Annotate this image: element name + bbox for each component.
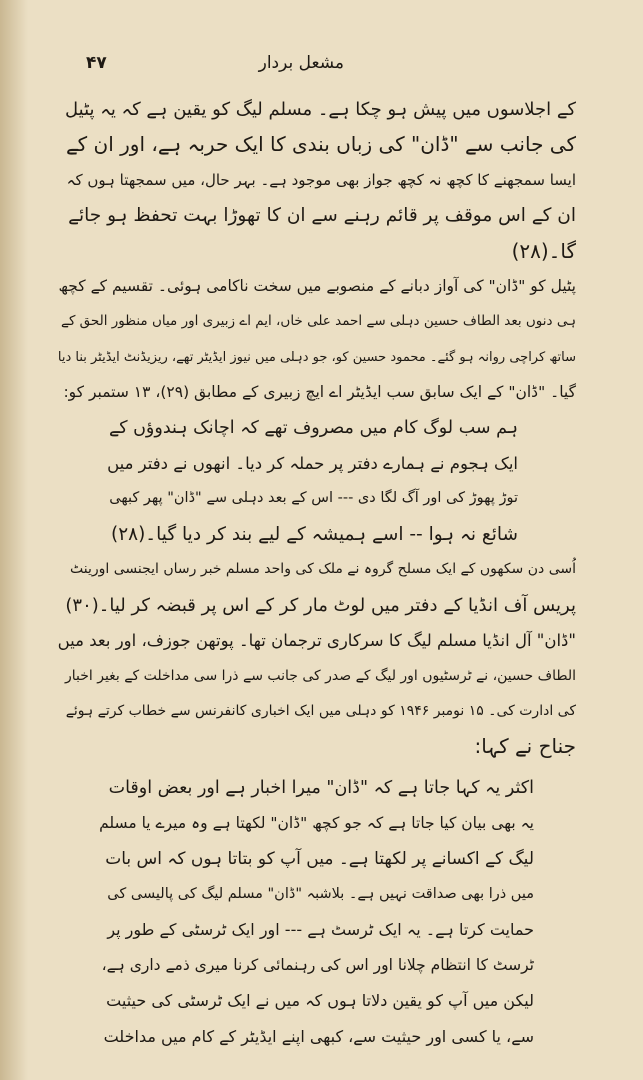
text-line: پریس آف انڈیا کے دفتر میں لوٹ مار کر کے اس پر قبضہ کر لیا۔(۳۰) bbox=[65, 594, 576, 616]
page-number: ۴۷ bbox=[86, 53, 107, 73]
text-line: ہی دنوں بعد الطاف حسین دہلی سے احمد علی خاں، ایم اے زبیری اور میاں منظور الحق کے bbox=[61, 313, 576, 330]
page-body bbox=[58, 92, 576, 1062]
text-line: جناح نے کہا: bbox=[474, 734, 576, 759]
quote-line: ہم سب لوگ کام میں مصروف تھے کہ اچانک ہندوؤں کے bbox=[108, 417, 518, 438]
text-line: ان کے اس موقف پر قائم رہنے سے ان کا تھوڑا بہت تحفظ ہو جائے bbox=[68, 205, 576, 227]
quote-line: لیکن میں آپ کو یقین دلاتا ہوں کہ میں نے ایک ٹرسٹی کی حیثیت bbox=[106, 991, 534, 1011]
text-line: کی ادارت کی۔ ۱۵ نومبر ۱۹۴۶ کو دہلی میں ایک اخباری کانفرنس سے خطاب کرتے ہوئے bbox=[65, 702, 576, 719]
quote-line: میں ذرا بھی صداقت نہیں ہے۔ بلاشبہ "ڈان" مسلم لیگ کی پالیسی کی bbox=[107, 885, 534, 902]
quote-line: حمایت کرتا ہے۔ یہ ایک ٹرسٹ ہے --- اور ایک ٹرسٹی کے طور پر bbox=[107, 920, 534, 940]
running-title: مشعل بردار bbox=[258, 53, 344, 73]
text-line: پٹیل کو "ڈان" کی آواز دبانے کے منصوبے میں سخت ناکامی ہوئی۔ تقسیم کے کچھ bbox=[58, 277, 576, 296]
text-line: گا۔(۲۸) bbox=[511, 238, 576, 263]
text-line: اُسی دن سکھوں کے ایک مسلح گروہ نے ملک کی واحد مسلم خبر رساں ایجنسی اورینٹ bbox=[69, 561, 576, 578]
quote-line: شائع نہ ہوا -- اسے ہمیشہ کے لیے بند کر دیا گیا۔(۲۸) bbox=[110, 523, 518, 545]
text-line: کی جانب سے "ڈان" کی زباں بندی کا ایک حربہ ہے، اور ان کے bbox=[65, 132, 576, 157]
block-quote-2 bbox=[98, 771, 534, 1054]
paragraph-4 bbox=[58, 623, 576, 765]
text-line: الطاف حسین، نے ٹرسٹیوں اور لیگ کے صدر کی جانب سے ذرا سی مداخلت کے بغیر اخبار bbox=[64, 667, 576, 684]
quote-line: ٹرسٹ کا انتظام چلانا اور اس کی رہنمائی کرنا میری ذمے داری ہے، bbox=[101, 955, 534, 974]
text-line: ساتھ کراچی روانہ ہو گئے۔ محمود حسین کو، جو دہلی میں نیوز ایڈیٹر تھے، ریزیڈنٹ ایڈیٹر بنا دیا bbox=[58, 349, 576, 365]
quote-line: یہ بھی بیان کیا جاتا ہے کہ جو کچھ "ڈان" لکھتا ہے وہ میرے یا مسلم bbox=[99, 814, 534, 833]
page-header bbox=[86, 50, 344, 76]
block-quote-1 bbox=[102, 411, 518, 553]
quote-line: توڑ پھوڑ کی اور آگ لگا دی --- اس کے بعد دہلی سے "ڈان" پھر کبھی bbox=[109, 490, 518, 507]
paragraph-3 bbox=[58, 552, 576, 623]
paragraph-1 bbox=[58, 92, 576, 269]
text-line: "ڈان" آل انڈیا مسلم لیگ کا سرکاری ترجمان تھا۔ پوتھن جوزف، اور بعد میں bbox=[58, 631, 576, 651]
quote-line: لیگ کے اکسانے پر لکھتا ہے۔ میں آپ کو بتاتا ہوں کہ اس بات bbox=[105, 848, 534, 869]
text-line: گیا۔ "ڈان" کے ایک سابق سب ایڈیٹر اے ایچ زبیری کے مطابق (۲۹)، ۱۳ ستمبر کو: bbox=[63, 383, 576, 402]
quote-line: سے، یا کسی اور حیثیت سے، کبھی اپنے ایڈیٹر کے کام میں مداخلت bbox=[103, 1026, 534, 1046]
page-gutter-shadow bbox=[0, 0, 28, 1080]
quote-line: اکثر یہ کہا جاتا ہے کہ "ڈان" میرا اخبار ہے اور بعض اوقات bbox=[108, 777, 534, 798]
quote-line: ایک ہجوم نے ہمارے دفتر پر حملہ کر دیا۔ انھوں نے دفتر میں bbox=[107, 454, 518, 474]
text-line: کے اجلاسوں میں پیش ہو چکا ہے۔ مسلم لیگ کو یقین ہے کہ یہ پٹیل bbox=[65, 99, 576, 120]
text-line: ایسا سمجھنے کا کچھ نہ کچھ جواز بھی موجود ہے۔ بہر حال، میں سمجھتا ہوں کہ bbox=[66, 170, 576, 189]
paragraph-2 bbox=[58, 269, 576, 411]
